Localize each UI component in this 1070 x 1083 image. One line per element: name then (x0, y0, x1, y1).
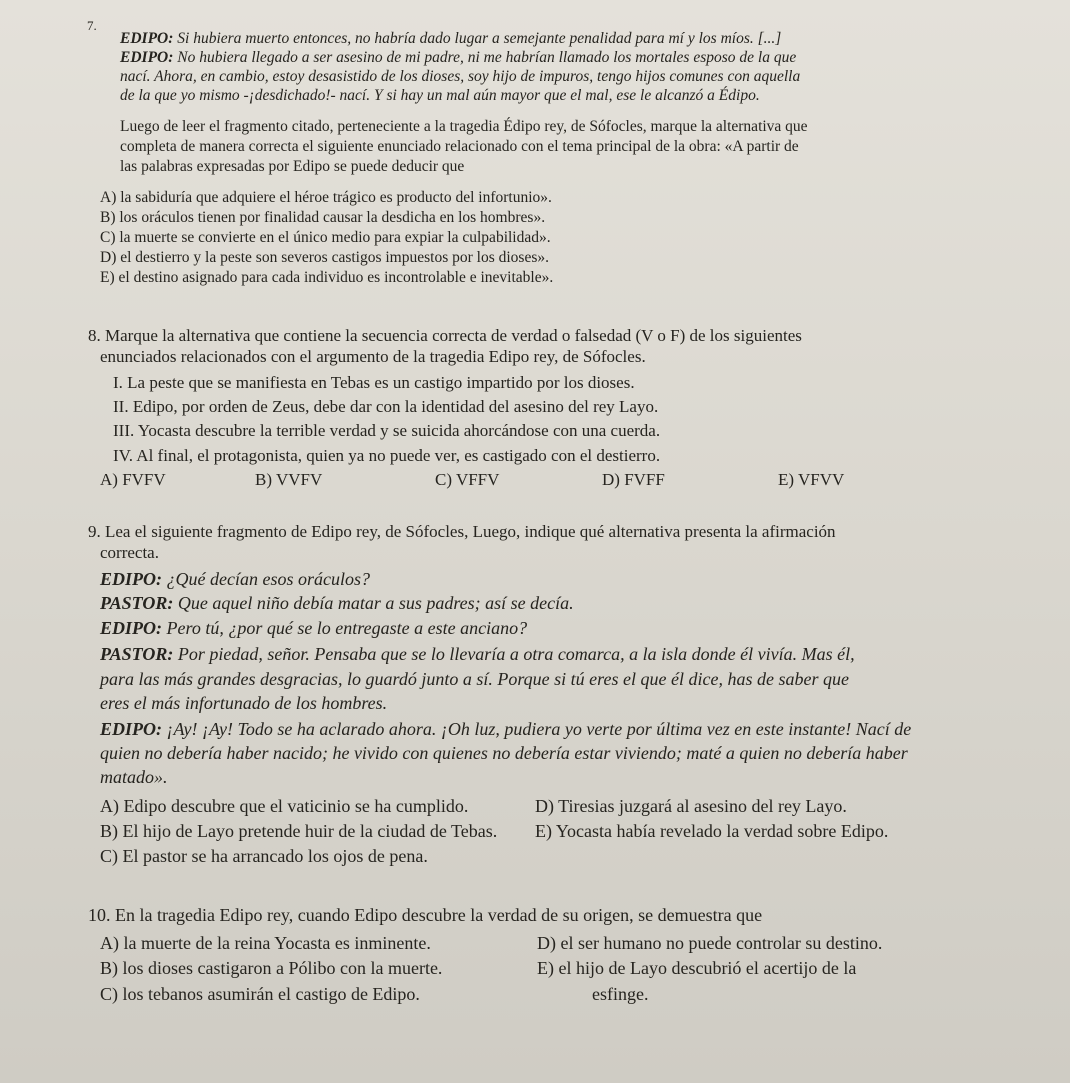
speaker-label: EDIPO: (120, 49, 174, 66)
speaker-label: PASTOR: (100, 593, 174, 613)
speaker-label: EDIPO: (100, 569, 162, 589)
speaker-label: EDIPO: (120, 30, 174, 47)
speaker-label: EDIPO: (100, 719, 162, 739)
q8-option-c[interactable]: C) VFFV (435, 470, 500, 489)
q8-stem: enunciados relacionados con el argumento de la tragedia Edipo rey, de Sófocles. (100, 347, 646, 366)
dialogue-text: ¿Qué decían esos oráculos? (162, 569, 370, 589)
q7-prompt: Luego de leer el fragmento citado, perteneciente a la tragedia Édipo rey, de Sófocles, marque la alternativa que (120, 118, 808, 135)
q7-quote-line (120, 30, 781, 48)
q9-dialogue-line (100, 718, 911, 740)
q8-option-b[interactable]: B) VVFV (255, 470, 323, 489)
quote-text: Si hubiera muerto entonces, no habría dado lugar a semejante penalidad para mí y los míos. [...] (173, 30, 782, 47)
q7-quote-line: nací. Ahora, en cambio, estoy desasistido de los dioses, soy hijo de impuros, tengo hijos comunes con aquella (120, 68, 801, 85)
q9-dialogue-cont: quien no debería haber nacido; he vivido con quienes no debería estar viviendo; maté a quien no debería haber (100, 743, 908, 763)
dialogue-text: Por piedad, señor. Pensaba que se lo llevaría a otra comarca, a la isla donde él vivía. Mas él, (173, 644, 855, 664)
dialogue-text: Que aquel niño debía matar a sus padres; así se decía. (173, 593, 574, 613)
q9-dialogue-cont: eres el más infortunado de los hombres. (100, 693, 388, 713)
speaker-label: PASTOR: (100, 644, 174, 664)
q9-stem: 9. Lea el siguiente fragmento de Edipo rey, de Sófocles, Luego, indique qué alternativa presenta la afirmación (88, 522, 836, 541)
dialogue-text: ¡Ay! ¡Ay! Todo se ha aclarado ahora. ¡Oh luz, pudiera yo verte por última vez en este instante! Nací de (162, 719, 912, 739)
q9-dialogue-cont: para las más grandes desgracias, lo guardó junto a sí. Porque si tú eres el que él dice, has de saber que (100, 669, 849, 689)
q7-option-d[interactable]: D) el destierro y la peste son severos castigos impuestos por los dioses». (100, 249, 549, 266)
q10-option-a[interactable]: A) la muerte de la reina Yocasta es inminente. (100, 933, 431, 953)
q7-option-b[interactable]: B) los oráculos tienen por finalidad causar la desdicha en los hombres». (100, 209, 546, 226)
q9-dialogue-line (100, 617, 527, 639)
q10-option-b[interactable]: B) los dioses castigaron a Pólibo con la muerte. (100, 958, 443, 978)
q7-option-e[interactable]: E) el destino asignado para cada individuo es incontrolable e inevitable». (100, 269, 554, 286)
q8-statement-2: II. Edipo, por orden de Zeus, debe dar con la identidad del asesino del rey Layo. (113, 397, 659, 416)
q9-stem: correcta. (100, 543, 159, 562)
q10-stem: 10. En la tragedia Edipo rey, cuando Edipo descubre la verdad de su origen, se demuestra que (88, 905, 763, 925)
q9-dialogue-line (100, 643, 855, 665)
q9-dialogue-cont: matado». (100, 767, 168, 787)
q9-option-a[interactable]: A) Edipo descubre que el vaticinio se ha cumplido. (100, 796, 469, 816)
q7-prompt: completa de manera correcta el siguiente enunciado relacionado con el tema principal de la obra: «A partir de (120, 138, 799, 155)
q9-option-d[interactable]: D) Tiresias juzgará al asesino del rey Layo. (535, 796, 847, 816)
q9-dialogue-line (100, 568, 370, 590)
q8-option-d[interactable]: D) FVFF (602, 470, 665, 489)
q7-option-c[interactable]: C) la muerte se convierte en el único medio para expiar la culpabilidad». (100, 229, 551, 246)
q7-number: 7. (87, 18, 97, 33)
q9-option-c[interactable]: C) El pastor se ha arrancado los ojos de pena. (100, 846, 428, 866)
speaker-label: EDIPO: (100, 618, 162, 638)
q8-statement-3: III. Yocasta descubre la terrible verdad y se suicida ahorcándose con una cuerda. (113, 421, 661, 440)
q8-option-e[interactable]: E) VFVV (778, 470, 845, 489)
q7-option-a[interactable]: A) la sabiduría que adquiere el héroe trágico es producto del infortunio». (100, 189, 552, 206)
q10-option-c[interactable]: C) los tebanos asumirán el castigo de Edipo. (100, 984, 420, 1004)
q9-option-b[interactable]: B) El hijo de Layo pretende huir de la ciudad de Tebas. (100, 821, 498, 841)
q9-dialogue-line (100, 592, 574, 614)
dialogue-text: Pero tú, ¿por qué se lo entregaste a este anciano? (162, 618, 528, 638)
q8-option-a[interactable]: A) FVFV (100, 470, 166, 489)
q10-option-d[interactable]: D) el ser humano no puede controlar su destino. (537, 933, 883, 953)
q8-stem: 8. Marque la alternativa que contiene la secuencia correcta de verdad o falsedad (V o F) de los siguientes (88, 326, 802, 345)
q7-quote-line (120, 49, 796, 67)
q10-option-e-cont: esfinge. (592, 984, 649, 1004)
q7-prompt: las palabras expresadas por Edipo se puede deducir que (120, 158, 465, 175)
q7-quote-line: de la que yo mismo -¡desdichado!- nací. Y si hay un mal aún mayor que el mal, ese le alcanzó a Édipo. (120, 87, 760, 104)
q10-option-e[interactable]: E) el hijo de Layo descubrió el acertijo de la (537, 958, 857, 978)
q8-statement-1: I. La peste que se manifiesta en Tebas es un castigo impartido por los dioses. (113, 373, 635, 392)
q8-statement-4: IV. Al final, el protagonista, quien ya no puede ver, es castigado con el destierro. (113, 446, 661, 465)
quote-text: No hubiera llegado a ser asesino de mi padre, ni me habrían llamado los mortales esposo de la que (173, 49, 797, 66)
q9-option-e[interactable]: E) Yocasta había revelado la verdad sobre Edipo. (535, 821, 889, 841)
